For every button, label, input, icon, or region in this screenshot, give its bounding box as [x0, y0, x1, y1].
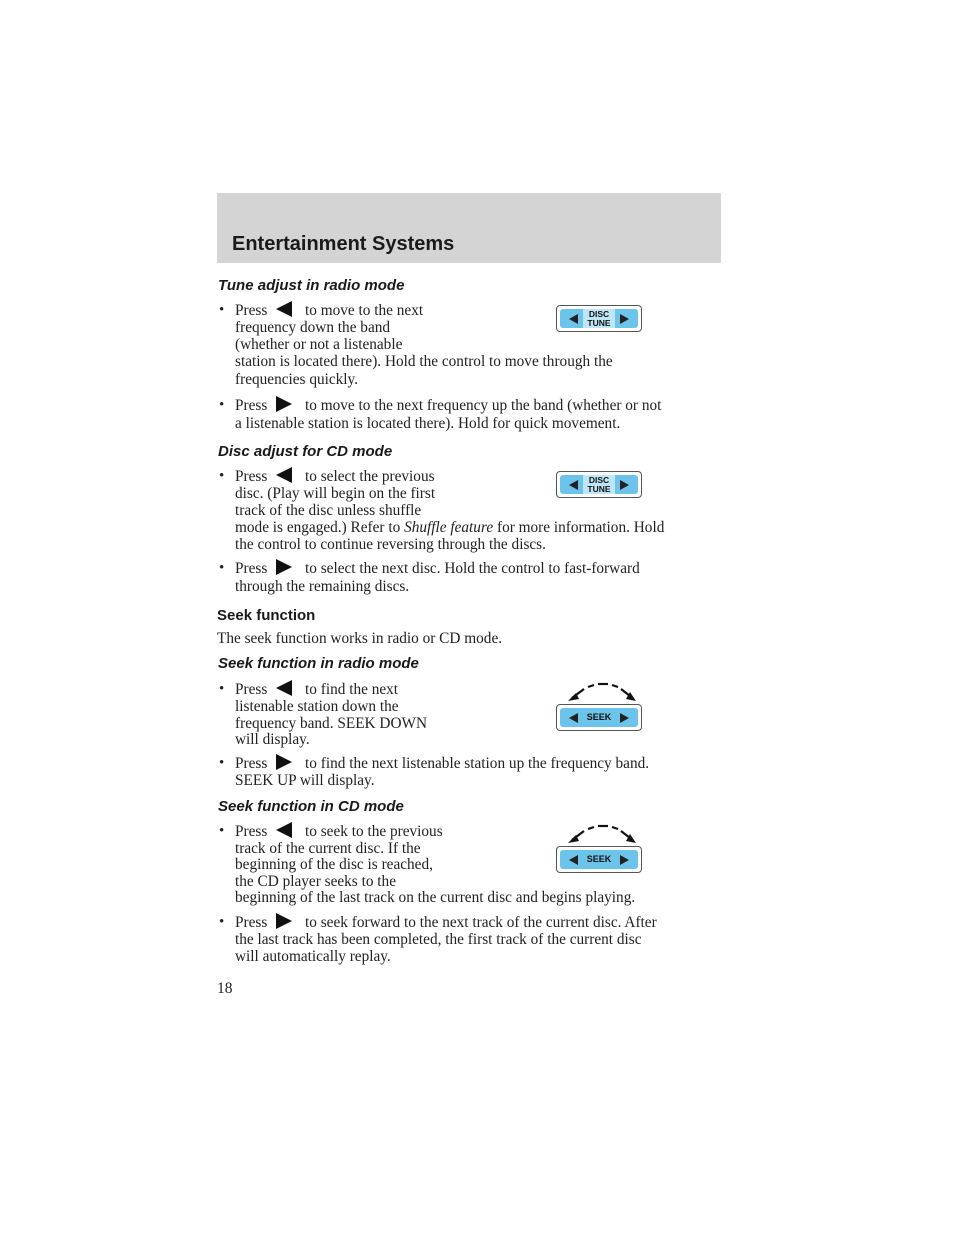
seek-button-illustration — [556, 846, 642, 873]
seek-cd-b2-text: to seek forward to the next track of the current disc. After — [305, 914, 657, 931]
tune-b1-text: station is located there). Hold the control to move through the — [235, 353, 613, 370]
seek-cd-b1-text: beginning of the disc is reached, — [235, 856, 433, 873]
disc-b2-text: through the remaining discs. — [235, 578, 410, 595]
right-arrow-icon — [276, 754, 292, 774]
left-arrow-icon — [276, 467, 292, 487]
press-word: Press — [235, 823, 268, 840]
left-arrow-icon — [276, 301, 292, 321]
disc-tune-button-illustration — [556, 305, 642, 332]
tune-b2-text: to move to the next frequency up the band (whether or not — [305, 397, 662, 414]
seek-cd-b1-text: to seek to the previous — [305, 823, 443, 840]
disc-b1-text-b: for more information. Hold — [496, 519, 665, 536]
right-arrow-icon — [620, 480, 629, 490]
press-word: Press — [235, 755, 268, 772]
bullet-marker: • — [219, 468, 225, 484]
right-arrow-icon — [276, 913, 292, 933]
seek-cd-b1-text: the CD player seeks to the — [235, 873, 396, 890]
seek-radio-b2-text: SEEK UP will display. — [235, 772, 375, 789]
tune-b1-text: frequency down the band — [235, 319, 391, 336]
seek-cd-b2-text: will automatically replay. — [235, 948, 391, 965]
press-word: Press — [235, 681, 268, 698]
right-arrow-icon — [620, 314, 629, 324]
bullet-marker: • — [219, 755, 225, 771]
press-word: Press — [235, 302, 268, 319]
disc-label: DISC — [588, 309, 610, 319]
press-word: Press — [235, 914, 268, 931]
seek-arrows-icon — [566, 680, 638, 704]
disc-b1-text — [235, 519, 664, 536]
disc-tune-button-illustration — [556, 471, 642, 498]
disc-b1-text: disc. (Play will begin on the first — [235, 485, 436, 502]
bullet-marker: • — [219, 302, 225, 318]
seek-heading: Seek function — [217, 607, 316, 624]
tune-b1-text: to move to the next — [305, 302, 424, 319]
bullet-marker: • — [219, 681, 225, 697]
seek-radio-b2-text: to find the next listenable station up the frequency band. — [305, 755, 650, 772]
seek-cd-b1-text: beginning of the last track on the current disc and begins playing. — [235, 889, 636, 906]
seek-label: SEEK — [586, 854, 612, 864]
seek-body: The seek function works in radio or CD mode. — [217, 630, 503, 647]
disc-heading: Disc adjust for CD mode — [218, 443, 393, 460]
right-arrow-icon — [620, 713, 629, 723]
left-arrow-icon — [276, 822, 292, 842]
disc-b1-text: track of the disc unless shuffle — [235, 502, 422, 519]
bullet-marker: • — [219, 914, 225, 930]
seek-radio-heading: Seek function in radio mode — [218, 655, 419, 672]
disc-label: DISC — [588, 475, 610, 485]
tune-b2-text: a listenable station is located there). Hold for quick movement. — [235, 415, 621, 432]
page-number: 18 — [217, 980, 233, 997]
tune-b1-text: (whether or not a listenable — [235, 336, 403, 353]
left-arrow-icon — [276, 680, 292, 700]
tune-b1-text: frequencies quickly. — [235, 371, 359, 388]
seek-cd-b1-text: track of the current disc. If the — [235, 840, 421, 857]
press-word: Press — [235, 468, 268, 485]
bullet-marker: • — [219, 397, 225, 413]
seek-cd-b2-text: the last track has been completed, the first track of the current disc — [235, 931, 642, 948]
seek-button-illustration — [556, 704, 642, 731]
right-arrow-icon — [620, 855, 629, 865]
press-word: Press — [235, 397, 268, 414]
press-word: Press — [235, 560, 268, 577]
disc-b1-text-a: mode is engaged.) Refer to — [235, 519, 401, 536]
tune-label: TUNE — [587, 318, 611, 328]
bullet-marker: • — [219, 560, 225, 576]
bullet-marker: • — [219, 823, 225, 839]
tune-label: TUNE — [587, 484, 611, 494]
shuffle-feature-reference: Shuffle feature — [404, 519, 494, 536]
seek-radio-b1-text: will display. — [235, 731, 310, 748]
page-title: Entertainment Systems — [232, 233, 455, 255]
disc-b2-text: to select the next disc. Hold the control to fast-forward — [305, 560, 640, 577]
seek-radio-b1-text: to find the next — [305, 681, 399, 698]
right-arrow-icon — [276, 396, 292, 416]
seek-cd-heading: Seek function in CD mode — [218, 798, 404, 815]
disc-b1-text: the control to continue reversing through the discs. — [235, 536, 546, 553]
seek-radio-b1-text: listenable station down the — [235, 698, 399, 715]
tune-heading: Tune adjust in radio mode — [218, 277, 405, 294]
seek-arrows-icon — [566, 822, 638, 846]
seek-label: SEEK — [586, 712, 612, 722]
right-arrow-icon — [276, 559, 292, 579]
disc-b1-text: to select the previous — [305, 468, 435, 485]
seek-radio-b1-text: frequency band. SEEK DOWN — [235, 715, 428, 732]
